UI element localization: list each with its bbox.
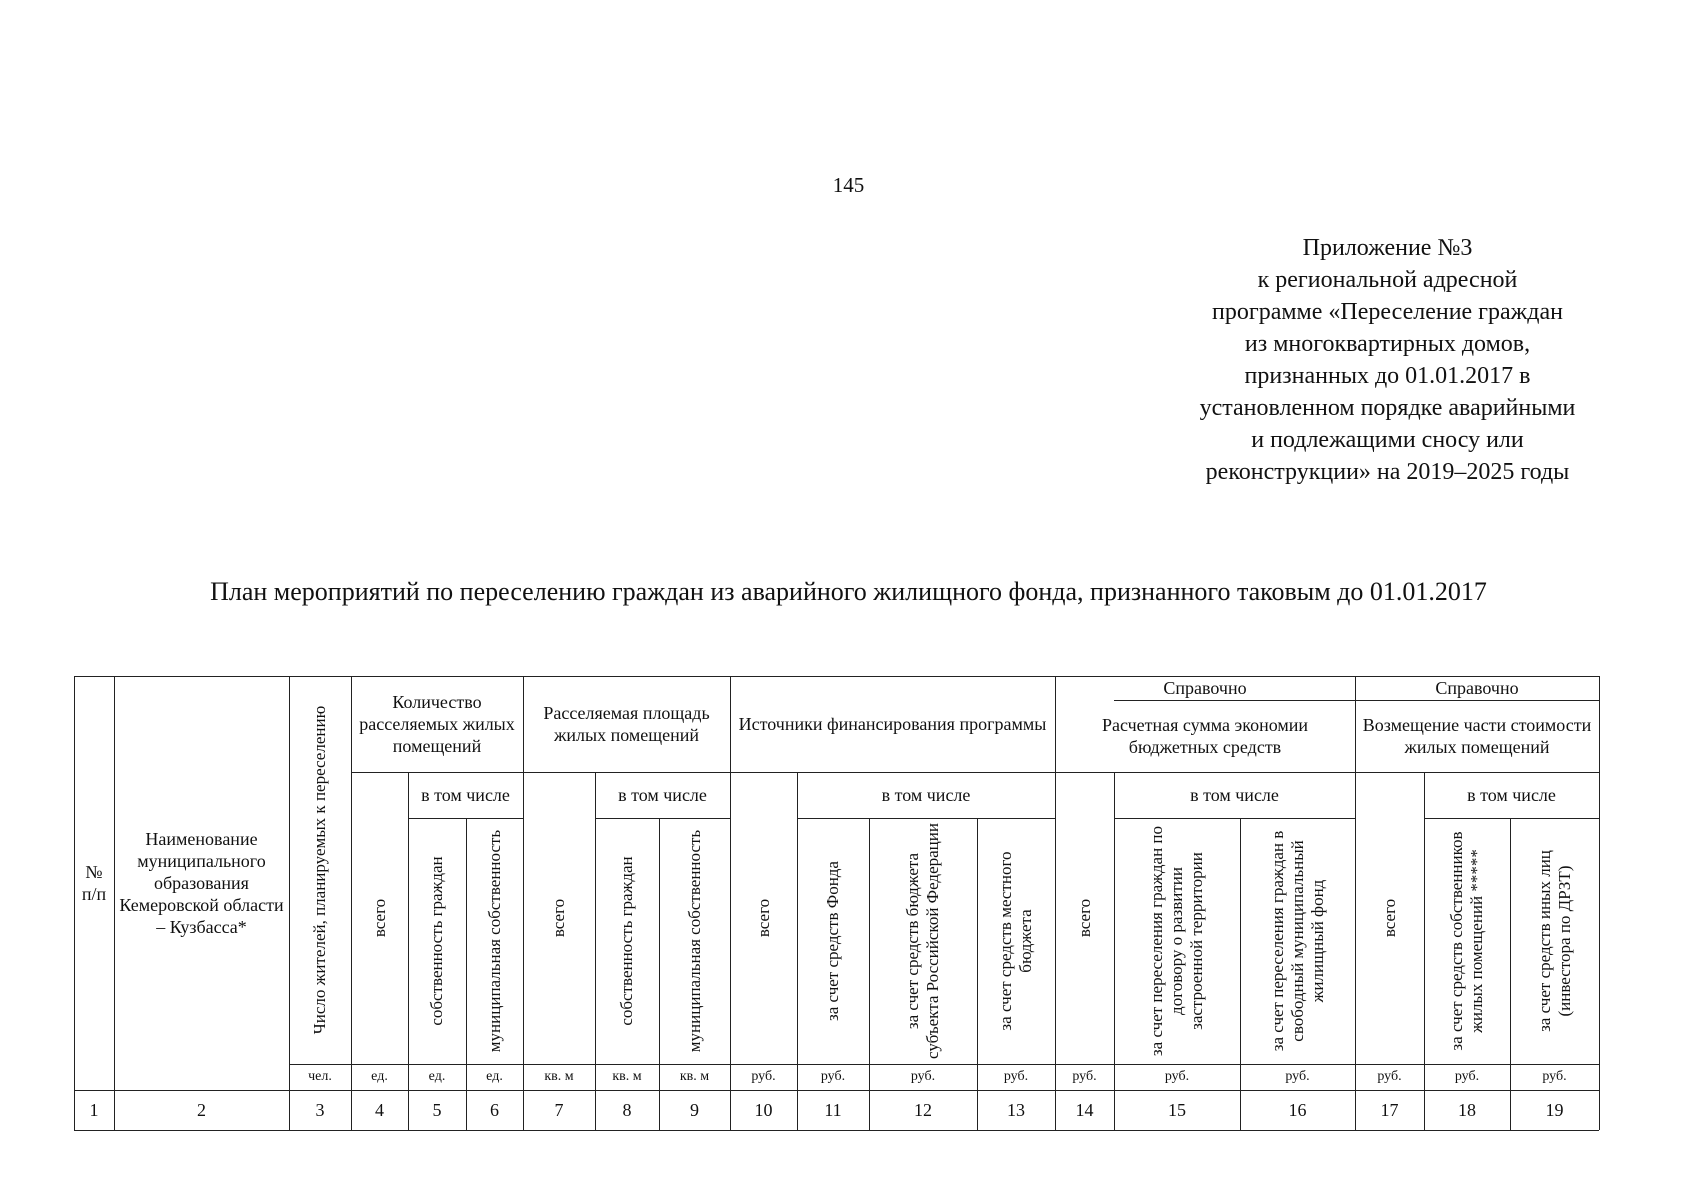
unit-cell: руб. xyxy=(820,1069,846,1084)
header-local-budget-source xyxy=(977,818,1055,1064)
unit-cell: кв. м xyxy=(612,1069,642,1084)
header-group-economy: Расчетная сумма экономии бюджетных средств xyxy=(1101,715,1309,757)
unit-cell: руб. xyxy=(1003,1069,1029,1084)
header-citizen-property-rooms xyxy=(408,818,466,1064)
column-number-cell: 17 xyxy=(1380,1100,1399,1120)
column-number-cell: 14 xyxy=(1075,1100,1094,1120)
header-municipal-property-rooms xyxy=(466,818,523,1064)
unit-cell: руб. xyxy=(1542,1069,1567,1084)
unit-cell: кв. м xyxy=(679,1069,710,1084)
column-number-cell: 2 xyxy=(197,1100,206,1120)
page-number: 145 xyxy=(832,173,865,197)
column-number-cell: 13 xyxy=(1007,1100,1025,1120)
column-number-cell: 4 xyxy=(375,1100,384,1120)
header-including-rooms: в том числе xyxy=(421,785,510,805)
appendix-line: программе «Переселение граждан xyxy=(1212,299,1563,325)
appendix-block xyxy=(1150,232,1625,488)
header-free-municipal-fund-economy xyxy=(1240,818,1355,1064)
header-municipal-property-rooms-text: муниципальная собственность xyxy=(484,829,504,1053)
appendix-line: к региональной адресной xyxy=(1257,267,1518,293)
header-row-number: № п/п xyxy=(81,862,107,904)
header-fund-source-text: за счет средств Фонда xyxy=(823,861,842,1021)
resettlement-plan-table xyxy=(74,676,1599,1130)
unit-cell: руб. xyxy=(751,1069,776,1084)
unit-cell: руб. xyxy=(1164,1069,1190,1084)
unit-cell: ед. xyxy=(371,1069,388,1084)
header-total-economy-text: всего xyxy=(1074,898,1094,938)
header-owners-funds-text: за счет средств собственников жилых помещений ***** xyxy=(1447,831,1486,1051)
header-municipal-property-area xyxy=(659,818,730,1064)
header-total-compensation xyxy=(1355,772,1424,1064)
column-number-cell: 5 xyxy=(432,1100,442,1120)
header-regional-budget-source-text: за счет средств бюджета субъекта Российской Федерации xyxy=(903,823,942,1059)
header-free-municipal-fund-economy-text: за счет переселения граждан в свободный муниципальный жилищный фонд xyxy=(1267,830,1327,1052)
header-investor-funds xyxy=(1510,818,1599,1064)
header-total-financing xyxy=(730,772,797,1064)
column-number-cell: 18 xyxy=(1458,1100,1476,1120)
appendix-line: реконструкции» на 2019–2025 годы xyxy=(1205,459,1570,485)
plan-title: План мероприятий по переселению граждан из аварийного жилищного фонда, признанного таковым до 01.01.2017 xyxy=(210,577,1487,606)
header-municipal-property-area-text: муниципальная собственность xyxy=(684,829,704,1053)
header-regional-budget-source xyxy=(869,818,977,1064)
header-reference-1: Справочно xyxy=(1163,678,1247,698)
header-total-financing-text: всего xyxy=(753,898,773,938)
header-total-economy xyxy=(1055,772,1114,1064)
header-total-compensation-text: всего xyxy=(1379,898,1399,938)
header-including-compensation: в том числе xyxy=(1467,785,1556,805)
header-group-financing: Источники финансирования программы xyxy=(738,714,1047,734)
appendix-line: установленном порядке аварийными xyxy=(1199,395,1576,421)
column-number-cell: 1 xyxy=(89,1100,99,1120)
header-citizen-property-area-text: собственность граждан xyxy=(617,856,636,1026)
column-number-cell: 19 xyxy=(1545,1100,1564,1120)
column-number-cell: 6 xyxy=(490,1100,499,1120)
unit-cell: руб. xyxy=(910,1069,936,1084)
header-fund-source xyxy=(797,818,869,1064)
column-number-cell: 10 xyxy=(754,1100,773,1120)
column-number-cell: 9 xyxy=(690,1100,699,1120)
column-number-cell: 12 xyxy=(914,1100,932,1120)
unit-cell: ед. xyxy=(428,1069,446,1084)
unit-cell: руб. xyxy=(1377,1069,1402,1084)
column-number-cell: 16 xyxy=(1288,1100,1307,1120)
header-municipality: Наименование муниципального образования Кемеровской области – Кузбасса* xyxy=(119,829,284,937)
header-total-area xyxy=(523,772,595,1064)
unit-cell: руб. xyxy=(1454,1069,1480,1084)
header-reference-2: Справочно xyxy=(1435,678,1519,698)
header-citizen-property-area xyxy=(595,818,659,1064)
header-group-compensation: Возмещение части стоимости жилых помещений xyxy=(1362,715,1592,757)
header-total-area-text: всего xyxy=(549,898,568,938)
header-including-financing: в том числе xyxy=(881,785,971,805)
column-number-cell: 8 xyxy=(622,1100,632,1120)
header-total-rooms xyxy=(351,772,408,1064)
header-owners-funds xyxy=(1424,818,1510,1064)
header-group-rooms: Количество расселяемых жилых помещений xyxy=(359,692,515,756)
header-including-area: в том числе xyxy=(618,785,707,805)
header-group-area: Расселяемая площадь жилых помещений xyxy=(543,703,710,745)
header-residents-text: Число жителей, планируемых к переселению xyxy=(310,705,329,1035)
table-border xyxy=(74,1130,1599,1131)
header-total-rooms-text: всего xyxy=(369,898,389,938)
header-investor-funds-text: за счет средств иных лиц (инвестора по ДРЗТ) xyxy=(1534,850,1574,1032)
unit-cell: руб. xyxy=(1285,1069,1310,1084)
column-number-cell: 15 xyxy=(1168,1100,1186,1120)
column-number-cell: 3 xyxy=(315,1100,325,1120)
header-territory-development-economy xyxy=(1114,818,1240,1064)
unit-cell: кв. м xyxy=(544,1069,574,1084)
unit-cell: ед. xyxy=(486,1069,503,1084)
appendix-line: Приложение №3 xyxy=(1302,235,1473,261)
unit-cell: руб. xyxy=(1072,1069,1097,1084)
header-residents xyxy=(289,676,351,1064)
column-number-cell: 7 xyxy=(554,1100,564,1120)
appendix-line: признанных до 01.01.2017 в xyxy=(1244,363,1531,389)
header-territory-development-economy-text: за счет переселения граждан по договору о развитии застроенной территории xyxy=(1147,825,1206,1057)
table-border xyxy=(1599,676,1600,1130)
appendix-line: и подлежащими сносу или xyxy=(1251,427,1524,453)
unit-cell: чел. xyxy=(308,1069,332,1084)
header-including-economy: в том числе xyxy=(1190,785,1279,805)
header-citizen-property-rooms-text: собственность граждан xyxy=(427,856,446,1026)
column-number-cell: 11 xyxy=(824,1100,842,1120)
appendix-line: из многоквартирных домов, xyxy=(1244,331,1531,357)
header-local-budget-source-text: за счет средств местного бюджета xyxy=(996,851,1035,1031)
